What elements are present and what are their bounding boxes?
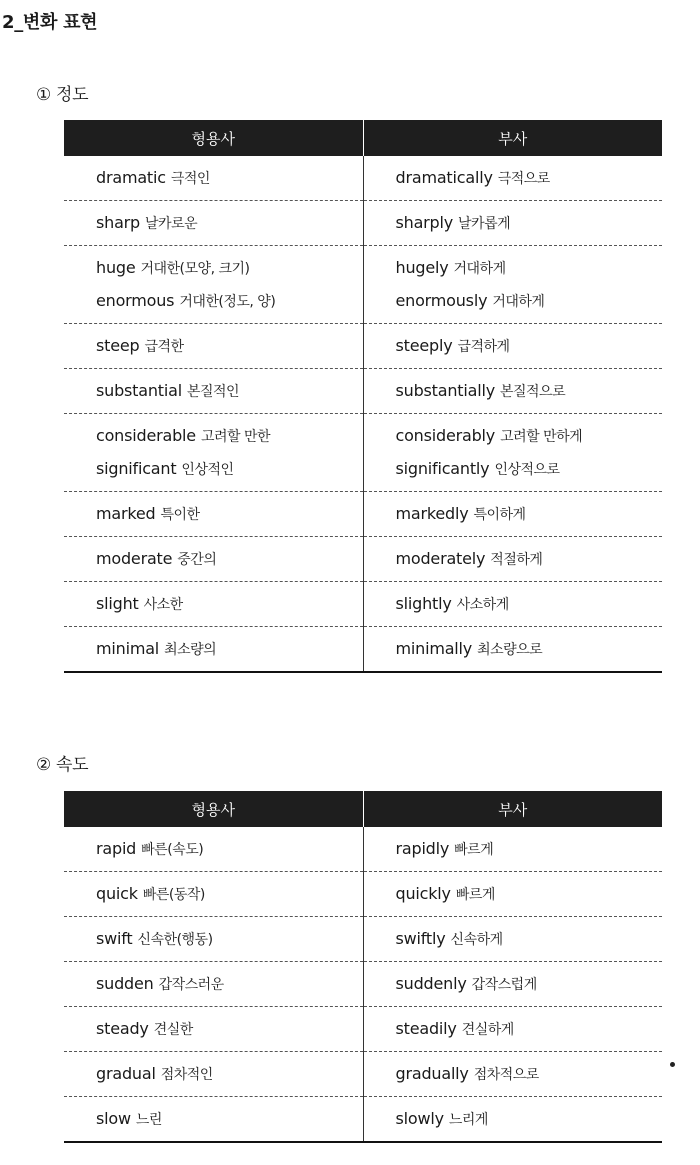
korean-meaning: 최소량으로	[477, 641, 543, 658]
table-row	[64, 324, 662, 369]
table-row	[64, 582, 662, 627]
english-term: swiftly	[395, 928, 446, 948]
adverb-cell	[363, 1007, 662, 1052]
adverb-cell	[363, 827, 662, 872]
adverb-cell	[363, 369, 662, 414]
korean-meaning: 날카롭게	[458, 215, 511, 232]
section-heading-degree: ① 정도	[36, 85, 89, 105]
english-term: sharply	[395, 212, 454, 232]
korean-meaning: 날카로운	[145, 215, 198, 232]
table-row	[64, 962, 662, 1007]
term-line	[396, 878, 663, 911]
term-line	[96, 833, 363, 866]
term-line	[96, 162, 363, 195]
korean-meaning: 본질적으로	[499, 383, 566, 400]
english-term: hugely	[395, 257, 449, 277]
term-line	[96, 968, 363, 1001]
english-term: sharp	[96, 212, 141, 232]
korean-meaning: 빠른(동작)	[142, 886, 205, 903]
term-line	[96, 1013, 363, 1046]
korean-meaning: 거대한(정도, 양)	[179, 293, 276, 310]
adverb-cell	[363, 582, 662, 627]
english-term: slight	[96, 593, 139, 613]
english-term: steeply	[395, 335, 453, 355]
term-line	[396, 453, 663, 486]
english-term: steadily	[395, 1018, 457, 1038]
column-header-adjective: 형용사	[64, 120, 363, 156]
adjective-cell	[64, 537, 363, 582]
adjective-cell	[64, 1052, 363, 1097]
term-line	[396, 968, 663, 1001]
term-line	[96, 498, 363, 531]
adverb-cell	[363, 414, 662, 492]
english-term: rapidly	[395, 838, 450, 858]
english-term: suddenly	[395, 973, 467, 993]
adverb-cell	[363, 627, 662, 673]
adverb-cell	[363, 201, 662, 246]
korean-meaning: 점차적인	[160, 1066, 213, 1083]
term-line	[96, 923, 363, 956]
term-line	[96, 543, 363, 576]
table-row	[64, 414, 662, 492]
term-line	[396, 1103, 663, 1136]
korean-meaning: 급격한	[144, 338, 184, 355]
term-line	[96, 207, 363, 240]
term-line	[96, 588, 363, 621]
table-row	[64, 369, 662, 414]
english-term: minimal	[96, 638, 160, 658]
term-line	[396, 420, 663, 453]
korean-meaning: 본질적인	[186, 383, 240, 400]
adjective-cell	[64, 872, 363, 917]
korean-meaning: 극적인	[170, 170, 210, 187]
english-term: sudden	[96, 973, 154, 993]
korean-meaning: 느린	[135, 1111, 162, 1128]
column-header-adverb: 부사	[363, 791, 662, 827]
term-line	[396, 1058, 663, 1091]
korean-meaning: 급격하게	[457, 338, 510, 355]
term-line	[96, 375, 363, 408]
english-term: slow	[96, 1108, 131, 1128]
english-term: dramatic	[96, 167, 166, 187]
english-term: quickly	[395, 883, 451, 903]
adjective-cell	[64, 369, 363, 414]
term-line	[396, 330, 663, 363]
korean-meaning: 특이하게	[473, 506, 526, 523]
korean-meaning: 적절하게	[490, 551, 543, 568]
korean-meaning: 빠르게	[455, 886, 495, 903]
term-line	[396, 543, 663, 576]
korean-meaning: 극적으로	[497, 170, 550, 187]
korean-meaning: 특이한	[160, 506, 200, 523]
term-line	[396, 162, 663, 195]
term-line	[96, 878, 363, 911]
english-term: swift	[96, 928, 133, 948]
table-row	[64, 627, 662, 673]
english-term: significant	[96, 458, 177, 478]
adjective-cell	[64, 156, 363, 201]
english-term: markedly	[395, 503, 469, 523]
term-line	[96, 633, 363, 666]
adjective-cell	[64, 324, 363, 369]
table-header-row	[64, 120, 662, 156]
korean-meaning: 거대하게	[492, 293, 545, 310]
term-line	[96, 420, 363, 453]
table-row	[64, 201, 662, 246]
english-term: enormous	[96, 290, 175, 310]
korean-meaning: 신속한(행동)	[137, 931, 213, 948]
table-header-row	[64, 791, 662, 827]
term-line	[396, 833, 663, 866]
korean-meaning: 신속하게	[450, 931, 503, 948]
english-term: substantial	[96, 380, 182, 400]
english-term: gradual	[96, 1063, 156, 1083]
adjective-cell	[64, 627, 363, 673]
english-term: considerably	[395, 425, 496, 445]
adverb-cell	[363, 156, 662, 201]
korean-meaning: 사소한	[143, 596, 183, 613]
adjective-cell	[64, 1097, 363, 1143]
column-header-adjective: 형용사	[64, 791, 363, 827]
adverb-cell	[363, 324, 662, 369]
degree-table	[64, 120, 662, 673]
adverb-cell	[363, 492, 662, 537]
korean-meaning: 빠른(속도)	[141, 841, 204, 858]
speed-table	[64, 791, 662, 1143]
table-row	[64, 492, 662, 537]
term-line	[396, 375, 663, 408]
table-row	[64, 156, 662, 201]
korean-meaning: 거대한(모양, 크기)	[140, 260, 250, 277]
english-term: steep	[96, 335, 140, 355]
column-header-adverb: 부사	[363, 120, 662, 156]
korean-meaning: 점차적으로	[473, 1066, 539, 1083]
term-line	[396, 285, 663, 318]
english-term: rapid	[96, 838, 137, 858]
term-line	[396, 588, 663, 621]
term-line	[396, 498, 663, 531]
adjective-cell	[64, 827, 363, 872]
english-term: gradually	[395, 1063, 469, 1083]
adverb-cell	[363, 1097, 662, 1143]
table-row	[64, 827, 662, 872]
adjective-cell	[64, 962, 363, 1007]
english-term: steady	[96, 1018, 149, 1038]
english-term: moderately	[395, 548, 486, 568]
table-row	[64, 537, 662, 582]
scan-speck	[670, 1062, 675, 1067]
korean-meaning: 인상적으로	[494, 461, 560, 478]
korean-meaning: 견실한	[153, 1021, 193, 1038]
table-row	[64, 1097, 662, 1143]
english-term: enormously	[395, 290, 488, 310]
adjective-cell	[64, 201, 363, 246]
term-line	[396, 1013, 663, 1046]
english-term: marked	[96, 503, 156, 523]
table-row	[64, 1007, 662, 1052]
english-term: dramatically	[395, 167, 493, 187]
term-line	[96, 285, 363, 318]
adverb-cell	[363, 962, 662, 1007]
adjective-cell	[64, 582, 363, 627]
korean-meaning: 갑작스럽게	[471, 976, 537, 993]
term-line	[396, 252, 663, 285]
korean-meaning: 사소하게	[456, 596, 509, 613]
adjective-cell	[64, 246, 363, 324]
term-line	[96, 1058, 363, 1091]
english-term: significantly	[395, 458, 490, 478]
adjective-cell	[64, 492, 363, 537]
english-term: huge	[96, 257, 136, 277]
korean-meaning: 거대하게	[453, 260, 506, 277]
table-row	[64, 917, 662, 962]
korean-meaning: 인상적인	[181, 461, 234, 478]
term-line	[96, 330, 363, 363]
table-row	[64, 1052, 662, 1097]
english-term: quick	[96, 883, 138, 903]
adverb-cell	[363, 872, 662, 917]
korean-meaning: 빠르게	[454, 841, 494, 858]
adjective-cell	[64, 414, 363, 492]
korean-meaning: 갑작스러운	[158, 976, 224, 993]
term-line	[396, 207, 663, 240]
term-line	[96, 453, 363, 486]
term-line	[396, 923, 663, 956]
korean-meaning: 견실하게	[461, 1021, 514, 1038]
adverb-cell	[363, 917, 662, 962]
page-title: 2_변화 표현	[2, 12, 98, 33]
adverb-cell	[363, 1052, 662, 1097]
korean-meaning: 고려할 만한	[200, 428, 271, 445]
korean-meaning: 고려할 만하게	[500, 428, 583, 445]
adverb-cell	[363, 537, 662, 582]
korean-meaning: 중간의	[177, 551, 217, 568]
english-term: slowly	[395, 1108, 444, 1128]
adjective-cell	[64, 1007, 363, 1052]
english-term: moderate	[96, 548, 173, 568]
adverb-cell	[363, 246, 662, 324]
adjective-cell	[64, 917, 363, 962]
korean-meaning: 최소량의	[164, 641, 217, 658]
table-row	[64, 246, 662, 324]
term-line	[96, 252, 363, 285]
english-term: substantially	[395, 380, 495, 400]
korean-meaning: 느리게	[448, 1111, 488, 1128]
section-heading-speed: ② 속도	[36, 755, 89, 775]
term-line	[96, 1103, 363, 1136]
term-line	[396, 633, 663, 666]
english-term: minimally	[395, 638, 473, 658]
english-term: considerable	[96, 425, 196, 445]
english-term: slightly	[395, 593, 452, 613]
table-row	[64, 872, 662, 917]
